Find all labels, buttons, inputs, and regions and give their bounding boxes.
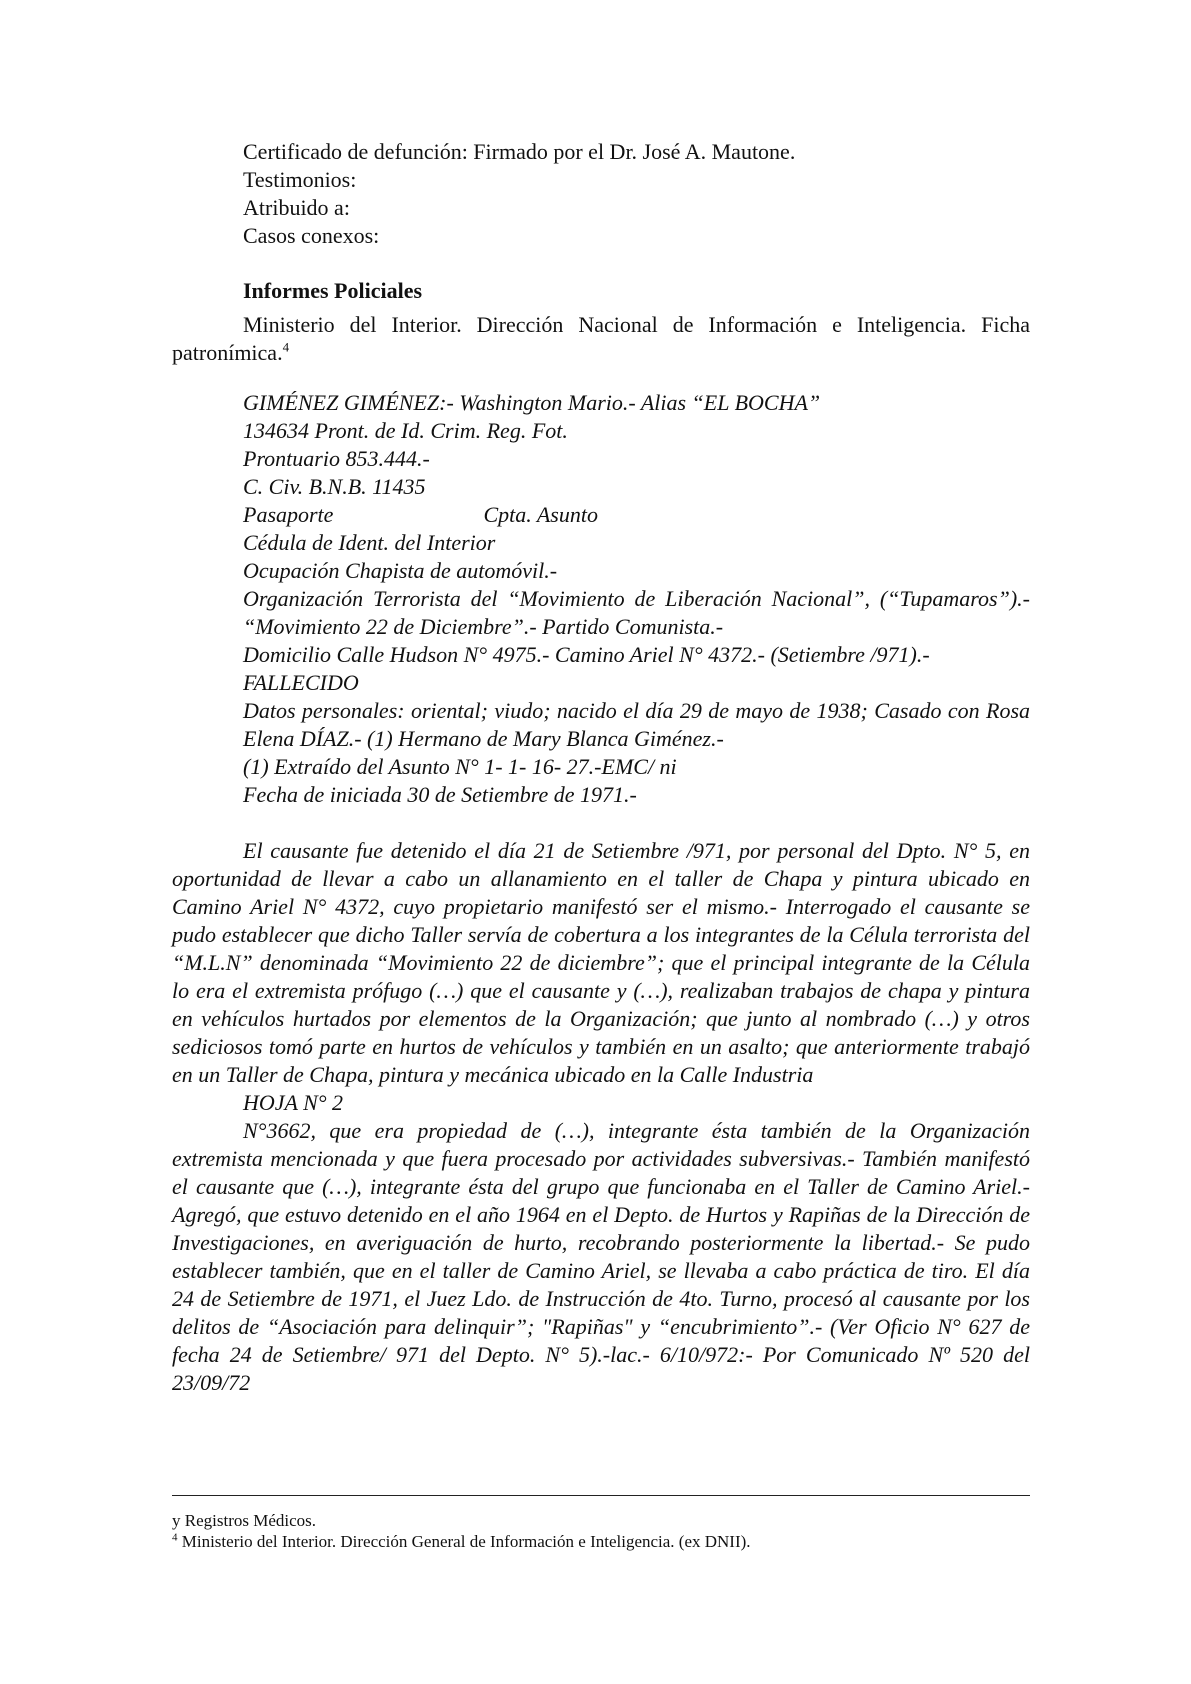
record-passport-row <box>243 501 1030 529</box>
record-civ: C. Civ. B.N.B. 11435 <box>243 474 426 499</box>
record-ocupacion: Ocupación Chapista de automóvil.- <box>243 558 558 583</box>
footnote-divider <box>172 1495 1030 1496</box>
document-body <box>172 138 1030 1397</box>
record-pasaporte: Pasaporte <box>243 502 334 527</box>
record-cedula: Cédula de Ident. del Interior <box>243 530 496 555</box>
record-datos: Datos personales: oriental; viudo; nacido el día 29 de mayo de 1938; Casado con Rosa Elena DÍAZ.- (1) Hermano de Mary Blanca Giménez.- <box>243 698 1030 751</box>
police-record-card <box>172 389 1030 809</box>
section-heading: Informes Policiales <box>243 278 423 303</box>
record-prontuario: Prontuario 853.444.- <box>243 446 430 471</box>
intro-text: Ministerio del Interior. Dirección Nacional de Información e Inteligencia. Ficha patronímica. <box>172 312 1030 365</box>
footnote-continuation: y Registros Médicos. <box>172 1511 317 1530</box>
record-pront: 134634 Pront. de Id. Crim. Reg. Fot. <box>243 418 568 443</box>
footnote-4-number: 4 <box>172 1531 178 1544</box>
narrative-section <box>172 837 1030 1397</box>
testimonies-line: Testimonios: <box>243 167 357 192</box>
record-cpta: Cpta. Asunto <box>483 502 598 527</box>
record-name: GIMÉNEZ GIMÉNEZ:- Washington Mario.- Alias “EL BOCHA” <box>243 390 821 415</box>
attributed-to-line: Atribuido a: <box>243 195 350 220</box>
record-fecha: Fecha de iniciada 30 de Setiembre de 1971.- <box>243 782 637 807</box>
page-marker: HOJA N° 2 <box>243 1090 344 1115</box>
death-certificate-line: Certificado de defunción: Firmado por el Dr. José A. Mautone. <box>243 139 796 164</box>
narrative-paragraph-2: N°3662, que era propiedad de (…), integrante ésta también de la Organización extremista mencionada y que fuera procesado por actividades subversivas.- También manifestó el causante que (…), integrante ésta del grupo que funcionaba en el Taller de Camino Ariel.- Agregó, que estuvo detenido en el año 1964 en el Depto. de Hurtos y Rapiñas de la Dirección de Investigaciones, en averiguación de hurto, recobrando posteriormente la libertad.- Se pudo establecer también, que en el taller de Camino Ariel, se llevaba a cabo práctica de tiro. El día 24 de Setiembre de 1971, el Juez Ldo. de Instrucción de 4to. Turno, procesó al causante por los delitos de “Asociación para delinquir”; "Rapiñas" y “encubrimiento”.- (Ver Oficio N° 627 de fecha 24 de Setiembre/ 971 del Depto. N° 5).-lac.- 6/10/972:- Por Comunicado Nº 520 del 23/09/72 <box>172 1118 1030 1395</box>
record-domicilio: Domicilio Calle Hudson N° 4975.- Camino Ariel N° 4372.- (Setiembre /971).- <box>243 642 930 667</box>
narrative-paragraph-1: El causante fue detenido el día 21 de Setiembre /971, por personal del Dpto. N° 5, en oportunidad de llevar a cabo un allanamiento en el taller de Chapa y pintura ubicado en Camino Ariel N° 4372, cuyo propietario manifestó ser el mismo.- Interrogado el causante se pudo establecer que dicho Taller servía de cobertura a los integrantes de la Célula terrorista del “M.L.N” denominada “Movimiento 22 de diciembre”; que el principal integrante de la Célula lo era el extremista prófugo (…) que el causante y (…), realizaban trabajos de chapa y pintura en vehículos hurtados por elementos de la Organización; que junto al nombrado (…) y otros sediciosos tomó parte en hurtos de vehículos y también en un asalto; que anteriormente trabajó en un Taller de Chapa, pintura y mecánica ubicado en la Calle Industria <box>172 838 1030 1087</box>
related-cases-line: Casos conexos: <box>243 223 380 248</box>
footnote-ref-4: 4 <box>282 339 290 355</box>
death-metadata <box>172 138 1030 250</box>
footnote-4 <box>172 1531 1030 1552</box>
record-organizacion: Organización Terrorista del “Movimiento de Liberación Nacional”, (“Tupamaros”).- “Movimiento 22 de Diciembre”.- Partido Comunista.- <box>243 586 1030 639</box>
intro-paragraph <box>172 311 1030 367</box>
record-extraido: (1) Extraído del Asunto N° 1- 1- 16- 27.-EMC/ ni <box>243 754 677 779</box>
footnote-4-text: Ministerio del Interior. Dirección General de Información e Inteligencia. (ex DNII). <box>177 1532 751 1551</box>
footnotes <box>172 1495 1030 1552</box>
record-fallecido: FALLECIDO <box>243 670 359 695</box>
